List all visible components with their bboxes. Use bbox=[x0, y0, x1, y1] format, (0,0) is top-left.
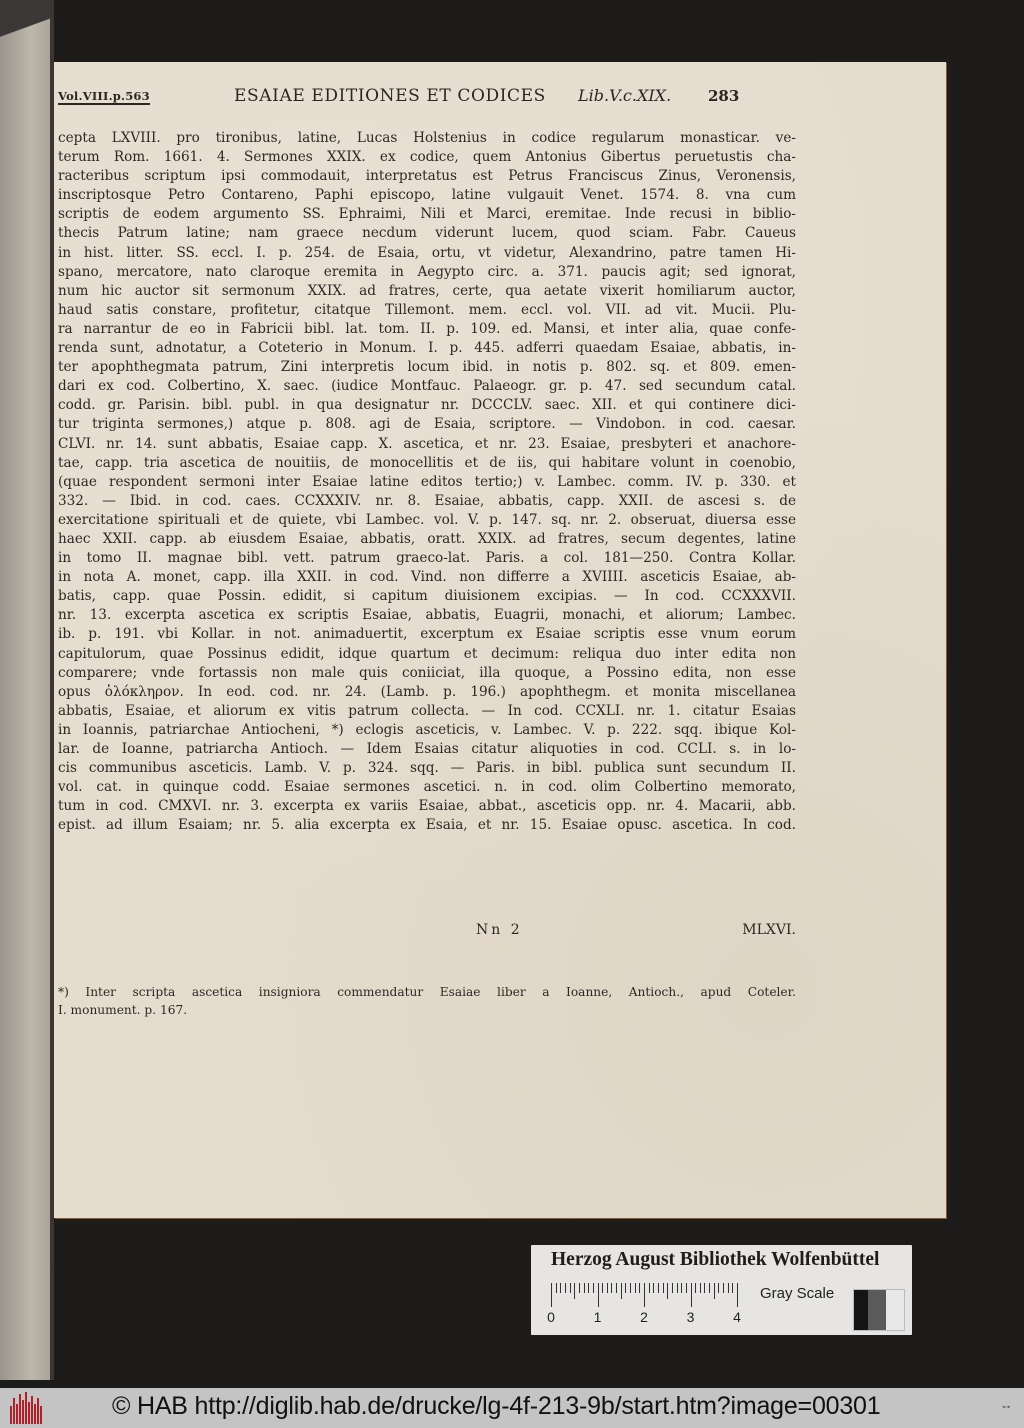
text-line: vol. cat. in quinque codd. Esaiae sermones ascetici. n. in cod. olim Colbertino memorato, bbox=[58, 779, 796, 796]
page-shadow bbox=[0, 0, 52, 62]
ruler-tick bbox=[574, 1283, 575, 1299]
ruler-tick bbox=[565, 1283, 566, 1293]
ruler-number: 4 bbox=[733, 1309, 741, 1325]
gray-scale-swatches bbox=[853, 1289, 905, 1331]
ruler-tick bbox=[686, 1283, 687, 1293]
text-line: cis communibus asceticis. Lamb. V. p. 324. sqq. — Paris. in bibl. publica sunt secundum II. bbox=[58, 760, 796, 777]
ruler-tick bbox=[728, 1283, 729, 1293]
ruler-tick bbox=[677, 1283, 678, 1293]
signature-mark: Nn 2 bbox=[476, 922, 523, 938]
ruler-tick bbox=[737, 1283, 738, 1307]
ruler bbox=[547, 1283, 741, 1329]
text-line: thecis Patrum latine; nam graece necdum viderunt lucem, quod sciam. Fabr. Caueus bbox=[58, 225, 796, 242]
library-name: Herzog August Bibliothek Wolfenbüttel bbox=[551, 1249, 880, 1270]
text-line: CLVI. nr. 14. sunt abbatis, Esaiae capp. X. ascetica, et nr. 23. Esaiae, presbyteri et anachore- bbox=[58, 435, 796, 452]
footnote bbox=[58, 984, 796, 1019]
ruler-tick bbox=[723, 1283, 724, 1293]
ruler-tick bbox=[556, 1283, 557, 1293]
text-line: num hic auctor sit sermonum XXIX. ad fratres, certe, qua aetate vixerit homiliarum auctor, bbox=[58, 282, 796, 299]
ruler-tick bbox=[691, 1283, 692, 1307]
ruler-tick bbox=[667, 1283, 668, 1299]
catchword: MLXVI. bbox=[742, 922, 796, 938]
text-line: in Ioannis, patriarchae Antiocheni, *) eclogis asceticis, v. Lambec. V. p. 222. sqq. ibique Kol- bbox=[58, 721, 796, 738]
text-line: ter apophthegmata patrum, Zini interpretis locum ibid. in notis p. 802. sq. et 809. emen- bbox=[58, 359, 796, 376]
page-signature-line bbox=[58, 922, 796, 942]
text-line: opus ὁλόκληρον. In eod. cod. nr. 24. (Lamb. p. 196.) apophthegm. et monita miscellanea bbox=[58, 683, 796, 700]
section-reference: Lib.V.c.XIX. bbox=[578, 86, 672, 105]
text-line: codd. gr. Parisin. bibl. publ. in qua designatur nr. DCCCLV. saec. XII. et qui continere dici- bbox=[58, 397, 796, 414]
ruler-tick bbox=[732, 1283, 733, 1293]
ruler-tick bbox=[616, 1283, 617, 1293]
ruler-tick bbox=[625, 1283, 626, 1293]
text-line: terum Rom. 1661. 4. Sermones XXIX. ex codice, quem Antonius Gibertus peruetustis cha- bbox=[58, 149, 796, 166]
ruler-number: 1 bbox=[593, 1309, 602, 1325]
ruler-tick bbox=[663, 1283, 664, 1293]
hab-logo-icon[interactable] bbox=[6, 1392, 46, 1424]
ruler-tick bbox=[551, 1283, 552, 1307]
footer-bar bbox=[0, 1388, 1024, 1428]
page-number: 283 bbox=[708, 87, 740, 105]
text-line: inscriptosque Petro Contareno, Paphi episcopo, latine vulgauit Venet. 1574. 8. vna cum bbox=[58, 187, 796, 204]
text-line: in tomo II. magnae bibl. vett. patrum graeco-lat. Paris. a col. 181—250. Contra Kollar. bbox=[58, 550, 796, 567]
text-line: batis, capp. quae Possin. edidit, si capitum diuisionem excipias. — In cod. CCXXXVII. bbox=[58, 588, 796, 605]
ruler-tick bbox=[649, 1283, 650, 1293]
ruler-tick bbox=[639, 1283, 640, 1293]
text-line: tum in cod. CMXVI. nr. 3. excerpta ex variis Esaiae, abbat., asceticis opp. nr. 4. Macarii, abb. bbox=[58, 798, 796, 815]
text-line: capitulorum, quae Possinus edidit, idque quartum et decimum: reliqua duo inter edita non bbox=[58, 645, 796, 662]
body-text bbox=[58, 129, 796, 835]
ruler-tick bbox=[644, 1283, 645, 1307]
text-line: ib. p. 191. vbi Kollar. in not. animaduertit, excerptum ex Esaiae scriptis esse vnum eorum bbox=[58, 626, 796, 643]
copyright-url-link[interactable]: © HAB http://diglib.hab.de/drucke/lg-4f-213-9b/start.htm?image=00301 bbox=[112, 1392, 881, 1420]
ruler-tick bbox=[700, 1283, 701, 1293]
ruler-tick bbox=[718, 1283, 719, 1293]
ruler-number: 0 bbox=[547, 1309, 555, 1325]
text-line: epist. ad illum Esaiam; nr. 5. alia excerpta ex Esaia, et nr. 15. Esaiae opusc. ascetica. In cod. bbox=[58, 817, 796, 834]
ruler-number: 2 bbox=[640, 1309, 648, 1325]
ruler-tick bbox=[560, 1283, 561, 1293]
navigation-icon[interactable]: ▪▫▪ bbox=[1002, 1404, 1010, 1411]
text-line: 332. — Ibid. in cod. caes. CCXXXIV. nr. 8. Esaiae, abbatis, capp. XXII. de ascesi s. de bbox=[58, 492, 796, 509]
text-line: haec XXII. capp. ab eiusdem Esaiae, abbatis, oratt. XXIX. ad fratres, secum degentes, latine bbox=[58, 530, 796, 547]
ruler-tick bbox=[584, 1283, 585, 1293]
gray-swatch bbox=[868, 1290, 886, 1330]
gray-swatch bbox=[886, 1290, 904, 1330]
color-scale-card bbox=[531, 1245, 912, 1335]
text-line: haud satis constare, profitetur, citatque Tillemont. mem. eccl. vol. VII. ad vit. Mucii. Plu- bbox=[58, 301, 796, 318]
ruler-tick bbox=[635, 1283, 636, 1293]
text-line: in hist. litter. SS. eccl. I. p. 254. de Esaia, ortu, vt videtur, Alexandrino, patre tamen Hi- bbox=[58, 244, 796, 261]
ruler-tick bbox=[607, 1283, 608, 1293]
ruler-tick bbox=[672, 1283, 673, 1293]
ruler-tick bbox=[621, 1283, 622, 1299]
ruler-tick bbox=[653, 1283, 654, 1293]
adjacent-page-edge bbox=[0, 0, 52, 1380]
ruler-tick bbox=[709, 1283, 710, 1293]
text-line: cepta LXVIII. pro tironibus, latine, Lucas Holstenius in codice regularum monasticar. ve- bbox=[58, 130, 796, 146]
text-line: renda sunt, adnotatur, a Coteterio in Monum. I. p. 445. adferri quaedam Esaiae, abbatis, in- bbox=[58, 340, 796, 357]
footnote-line: I. monument. p. 167. bbox=[58, 1002, 188, 1017]
text-line: lar. de Ioanne, patriarcha Antioch. — Idem Esaias citatur aliquoties in cod. CCLI. s. in lo- bbox=[58, 741, 796, 757]
text-line: tae, capp. tria ascetica de nouitiis, de monocellitis et de iis, qui habitare volunt in coenobio, bbox=[58, 454, 796, 471]
text-line: in nota A. monet, capp. illa XXII. in cod. Vind. non differre a XVIIII. asceticis Esaiae, ab- bbox=[58, 569, 796, 586]
text-line: nr. 13. excerpta ascetica ex scriptis Esaiae, abbatis, Euagrii, monachi, et aliorum; Lambec. bbox=[58, 607, 796, 624]
text-line: scriptis de eodem argumento SS. Ephraimi, Nili et Marci, eremitae. Inde recusi in biblio- bbox=[58, 206, 796, 223]
text-line: comparere; vnde fortassis non male quis coniiciat, illa quoque, a Possino edita, non esse bbox=[58, 664, 796, 681]
gray-scale-label: Gray Scale bbox=[760, 1285, 835, 1302]
text-line: spano, mercatore, nato claroque eremita in Aegypto circ. a. 371. paucis agit; sed ignorat, bbox=[58, 263, 796, 280]
ruler-tick bbox=[630, 1283, 631, 1293]
ruler-tick bbox=[570, 1283, 571, 1293]
ruler-number: 3 bbox=[686, 1309, 695, 1325]
text-line: tur triginta sermones,) atque p. 808. agi de Esaia, scriptore. — Vindobon. in cod. caesar. bbox=[58, 416, 796, 433]
text-line: racteribus scriptum ipsi commodauit, interpretatus est Petrus Franciscus Zinus, Veronensis, bbox=[58, 168, 796, 185]
volume-reference: Vol.VIII.p.563 bbox=[58, 89, 150, 103]
text-line: dari ex cod. Colbertino, X. saec. (iudice Montfauc. Palaeogr. gr. p. 47. sed secundum catal. bbox=[58, 378, 796, 395]
ruler-tick bbox=[602, 1283, 603, 1293]
text-line: (quae respondent sermoni inter Esaiae latine editos tertio;) v. Lambec. comm. IV. p. 330. et bbox=[58, 473, 796, 490]
ruler-tick bbox=[593, 1283, 594, 1293]
ruler-tick bbox=[658, 1283, 659, 1293]
footnote-line: *) Inter scripta ascetica insigniora commendatur Esaiae liber a Ioanne, Antioch., apud Coteler. bbox=[58, 985, 796, 999]
ruler-tick bbox=[681, 1283, 682, 1293]
ruler-tick bbox=[598, 1283, 599, 1307]
running-header bbox=[58, 86, 798, 110]
ruler-tick bbox=[704, 1283, 705, 1293]
ruler-tick bbox=[611, 1283, 612, 1293]
gray-swatch bbox=[854, 1290, 868, 1330]
text-line: ra narrantur de eo in Fabricii bibl. lat. tom. II. p. 109. ed. Mansi, et inter alia, quae confe- bbox=[58, 320, 796, 337]
ruler-tick bbox=[579, 1283, 580, 1293]
ruler-tick bbox=[714, 1283, 715, 1299]
text-line: abbatis, Esaiae, et aliorum ex vitis patrum collecta. — In cod. CCXLI. nr. 1. citatur Esaias bbox=[58, 702, 796, 719]
text-line: exercitatione spirituali et de quiete, vbi Lambec. vol. V. p. 147. sq. nr. 2. obseruat, diuersa esse bbox=[58, 511, 796, 528]
ruler-tick bbox=[695, 1283, 696, 1293]
ruler-tick bbox=[588, 1283, 589, 1293]
page-title: ESAIAE EDITIONES ET CODICES bbox=[234, 86, 546, 106]
